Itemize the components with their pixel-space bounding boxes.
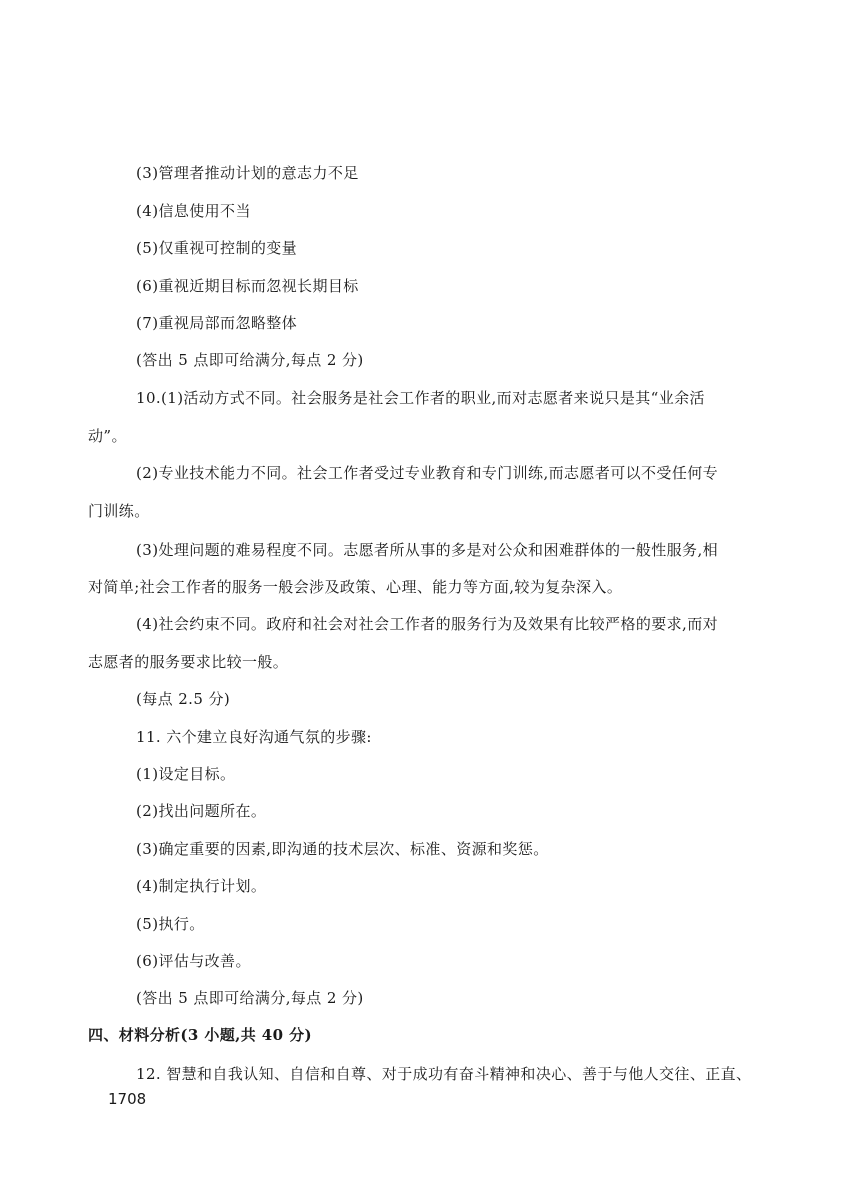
answer-line: (6)评估与改善。 [136,952,251,970]
answer-line: (5)仅重视可控制的变量 [136,239,298,257]
answer-line: (3)处理问题的难易程度不同。志愿者所从事的多是对公众和困难群体的一般性服务,相 [136,541,719,559]
scoring-note: (答出 5 点即可给满分,每点 2 分) [136,989,364,1007]
answer-line-continuation: 对简单;社会工作者的服务一般会涉及政策、心理、能力等方面,较为复杂深入。 [88,578,623,596]
answer-line: (2)找出问题所在。 [136,802,267,820]
answer-line: (2)专业技术能力不同。社会工作者受过专业教育和专门训练,而志愿者可以不受任何专 [136,464,719,482]
scoring-note: (每点 2.5 分) [136,690,231,708]
question-10-answer: 10.(1)活动方式不同。社会服务是社会工作者的职业,而对志愿者来说只是其“业余活 [136,389,705,407]
answer-line: (4)信息使用不当 [136,202,251,220]
scoring-note: (答出 5 点即可给满分,每点 2 分) [136,351,364,369]
section-heading: 四、材料分析(3 小题,共 40 分) [88,1026,312,1044]
answer-line: (4)制定执行计划。 [136,877,267,895]
question-11-answer: 11. 六个建立良好沟通气氛的步骤: [136,728,372,746]
answer-line: (6)重视近期目标而忽视长期目标 [136,277,359,295]
answer-line: (1)设定目标。 [136,765,236,783]
question-12-answer: 12. 智慧和自我认知、自信和自尊、对于成功有奋斗精神和决心、善于与他人交往、正直、 [136,1065,752,1083]
answer-line: (5)执行。 [136,915,205,933]
answer-line: (3)确定重要的因素,即沟通的技术层次、标准、资源和奖惩。 [136,840,549,858]
answer-line-continuation: 门训练。 [88,502,150,520]
answer-line: (3)管理者推动计划的意志力不足 [136,164,359,182]
page-number: 1708 [108,1090,147,1108]
answer-line: (7)重视局部而忽略整体 [136,314,298,332]
answer-line-continuation: 志愿者的服务要求比较一般。 [88,653,289,671]
answer-line-continuation: 动”。 [88,427,127,445]
answer-line: (4)社会约束不同。政府和社会对社会工作者的服务行为及效果有比较严格的要求,而对 [136,615,719,633]
